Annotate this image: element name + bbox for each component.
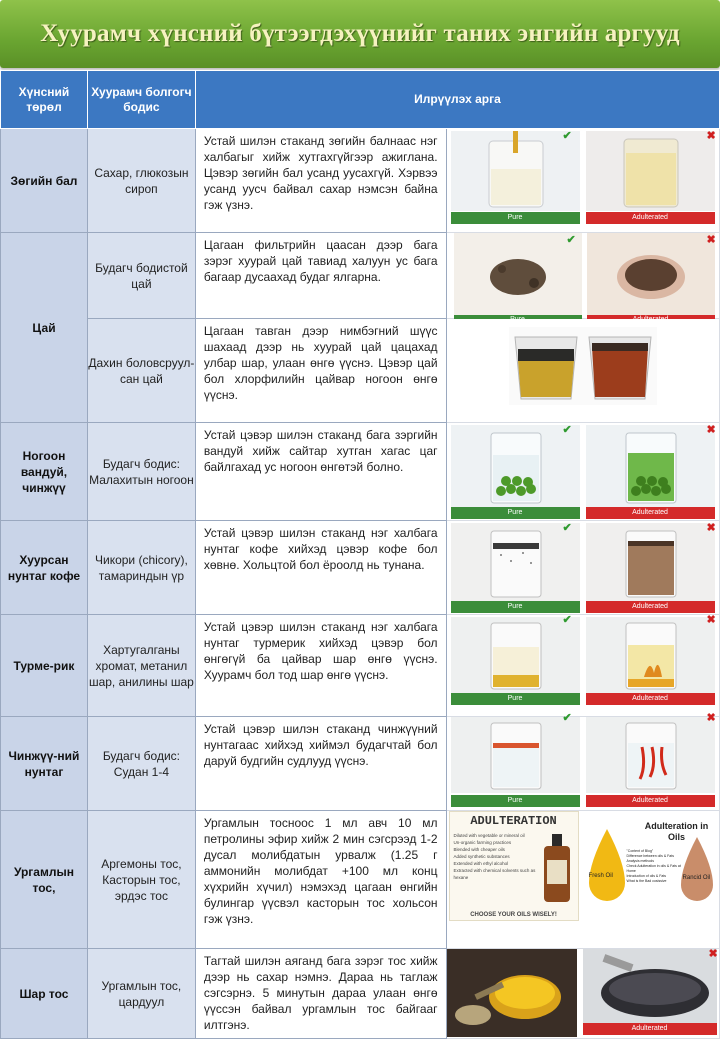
detection-table [0, 70, 720, 1039]
method-text: Цагаан тавган дээр нимбэгний шүүс шахаад дээр нь хуурай цай цацахад улбар шар, улаан өнгө үүснэ. Цэвэр цай бол хлорфилийн цайвар ногоон өнгө үүснэ. [195, 319, 446, 423]
poster-line: Extended with ethyl alcohol [453, 861, 509, 866]
adulterated-label: Adulterated [586, 693, 715, 705]
check-icon: ✔ [562, 522, 572, 534]
table-row [1, 129, 720, 233]
cross-icon: ✖ [708, 948, 718, 960]
pure-label: Pure [451, 795, 580, 807]
oil-bottle-icon [538, 834, 576, 904]
check-icon: ✔ [562, 712, 572, 724]
adulterated-chilli-glass-image [586, 717, 715, 793]
food-type: Шар тос [1, 949, 88, 1039]
poster-line: Added synthetic substances [453, 854, 510, 859]
poster-line: Extracted with chemical solvents such as hexane [453, 868, 536, 880]
pure-honey-glass-image [451, 131, 580, 211]
adulterant: Дахин боловсруул-сан цай [87, 319, 195, 423]
page-title: Хуурамч хүнсний бүтээгдэхүүнийг таних энгийн аргууд [40, 20, 680, 47]
method-text: Устай цэвэр шилэн стаканд чинжүүний нунтагаас хийхэд хиймэл будагчтай бол даруй будгийн судлууд үүснэ. [195, 717, 446, 811]
adulterant: Сахар, глюкозын сироп [87, 129, 195, 233]
table-row [1, 233, 720, 319]
table-row [1, 319, 720, 423]
table-row [1, 521, 720, 615]
food-type: Цай [1, 233, 88, 423]
pure-label: Pure [451, 507, 580, 519]
header-food-type: Хүнсний төрөл [1, 71, 88, 129]
cross-icon: ✖ [706, 614, 716, 626]
rancid-oil-label: Rancid Oil [682, 875, 711, 881]
adulterated-butter-image [583, 949, 717, 1023]
title-banner [0, 0, 720, 68]
pure-chilli-glass-image [451, 717, 580, 793]
ghee-bowl-image [447, 949, 577, 1037]
adulterated-coffee-glass-image [586, 523, 715, 601]
adulterated-tea-paper-image [587, 233, 715, 315]
tea-cups-image [509, 327, 657, 405]
adulterated-peas-glass-image [586, 425, 715, 507]
image-pair [446, 129, 719, 233]
food-type: Чинжүү-ний нунтаг [1, 717, 88, 811]
poster-bullet: "Content of Blog" [626, 849, 654, 853]
method-text: Устай цэвэр шилэн стаканд нэг халбага нунтаг кофе хийхэд цэвэр кофе бол хөвнө. Хольцтой бол ёроолд нь тунана. [195, 521, 446, 615]
adulteration-poster-footer: CHOOSE YOUR OILS WISELY! [470, 912, 557, 918]
table-row [1, 423, 720, 521]
poster-bullet: Analysis methods [626, 859, 654, 863]
fresh-oil-label: Fresh Oil [588, 873, 613, 879]
header-adulterant: Хуурамч болгогч бодис [87, 71, 195, 129]
adulterated-label: Adulterated [586, 601, 715, 613]
adulterated-label: Adulterated [586, 212, 715, 224]
table-row [1, 949, 720, 1039]
food-type: Зөгийн бал [1, 129, 88, 233]
poster-bullet: Check Adulteration in oils & Fats at Home [626, 864, 681, 873]
adulterant: Чикори (chicory), тамариндын үр [87, 521, 195, 615]
poster-bullet: Difference between oils & Fats [626, 854, 674, 858]
adulterant: Будагч бодис: Судан 1-4 [87, 717, 195, 811]
adulterant: Ургамлын тос, цардуул [87, 949, 195, 1039]
table-header [1, 71, 720, 129]
cross-icon: ✖ [706, 712, 716, 724]
oils-poster-title: Adulteration in Oils [644, 821, 709, 842]
cross-icon: ✖ [706, 234, 716, 246]
method-text: Ургамлын тосноос 1 мл авч 10 мл петролины эфир хийж 2 мин сэгсрээд 1-2 дусал молибдатын урвалж (1.25 г аммонийн молибдат +100 мл конц хүхрийн хүчил) нэмэхэд цагаан өнгийн булингар үүсвэл касторын тос хольсон гэж үзнэ. [195, 811, 446, 949]
food-type: Хуурсан нунтаг кофе [1, 521, 88, 615]
pure-coffee-glass-image [451, 523, 580, 601]
method-text: Тагтай шилэн аяганд бага зэрэг тос хийж дээр нь сахар нэмнэ. Дараа нь таглаж сэгсэрнэ. 5 минутын дараа улаан өнгө үүссэн байвал ургамлын тос байгааг илтгэнэ. [195, 949, 446, 1039]
cross-icon: ✖ [706, 130, 716, 142]
check-icon: ✔ [562, 614, 572, 626]
method-text: Цагаан фильтрийн цаасан дээр бага зэрэг хуурай цай тавиад халуун ус бага багаар дусаахад будаг ялгарна. [195, 233, 446, 319]
pure-label: Pure [451, 212, 580, 224]
adulteration-poster [449, 811, 579, 921]
adulteration-poster-title: ADULTERATION [470, 814, 557, 828]
table-row [1, 717, 720, 811]
poster-line: Blended with cheaper oils [453, 847, 505, 852]
food-type: Ногоон вандуй, чинжүү [1, 423, 88, 521]
adulterated-label: Adulterated [586, 507, 715, 519]
cross-icon: ✖ [706, 424, 716, 436]
table-row [1, 615, 720, 717]
pure-turmeric-glass-image [451, 614, 580, 693]
poster-line: Diluted with vegetable or mineral oil [453, 833, 525, 838]
oils-poster [585, 815, 717, 909]
adulterated-label: Adulterated [586, 795, 715, 807]
cross-icon: ✖ [706, 522, 716, 534]
adulterant: Будагч бодистой цай [87, 233, 195, 319]
check-icon: ✔ [562, 424, 572, 436]
table-row [1, 811, 720, 949]
pure-label: Pure [451, 693, 580, 705]
food-type: Ургамлын тос, [1, 811, 88, 949]
poster-bullet: Introduction of oils & Fats [626, 874, 667, 878]
adulterant: Будагч бодис: Малахитын ногоон [87, 423, 195, 521]
check-icon: ✔ [566, 234, 576, 246]
poster-bullet: What is the Bad cosissive [626, 879, 667, 883]
image-pair [446, 712, 719, 811]
method-text: Устай цэвэр шилэн стаканд бага зэргийн вандуй хийж сайтар хутган хагас цаг байлгахад ус ногоон өнгөтэй болно. [195, 423, 446, 521]
check-icon: ✔ [562, 130, 572, 142]
poster-line: Un-organic farming practices [453, 840, 512, 845]
image-pair [446, 521, 719, 615]
image-pair [446, 423, 719, 521]
adulterant: Аргемоны тос, Касторын тос, эрдэс тос [87, 811, 195, 949]
image-pair [446, 319, 719, 423]
image-pair [446, 615, 719, 717]
header-method: Илрүүлэх арга [195, 71, 719, 129]
pure-label: Pure [451, 601, 580, 613]
adulterated-honey-glass-image [586, 131, 715, 211]
adulterant: Хартугалганы хромат, метанил шар, анилины шар [87, 615, 195, 717]
adulterated-turmeric-glass-image [586, 614, 716, 693]
image-pair [446, 811, 719, 949]
pure-peas-glass-image [451, 425, 580, 507]
image-pair [446, 949, 719, 1039]
food-type: Турме-рик [1, 615, 88, 717]
image-pair [446, 233, 719, 319]
pure-tea-paper-image [454, 233, 582, 315]
method-text: Устай цэвэр шилэн стаканд нэг халбага нунтаг турмерик хийхэд цэвэр бол өнгөгүй ба цайвар шар өнгө үүснэ. Хуурамч бол тод шар өнгө үүснэ. [195, 615, 446, 717]
adulterated-label: Adulterated [583, 1023, 717, 1035]
method-text: Устай шилэн стаканд зөгийн балнаас нэг халбагыг хийж хутгахгүйгээр ажиглана. Цэвэр зөгийн бал усанд уусахгүй. Хэрвээ усанд уусч байвал сахар нэмсэн байна гэж үзнэ. [195, 129, 446, 233]
